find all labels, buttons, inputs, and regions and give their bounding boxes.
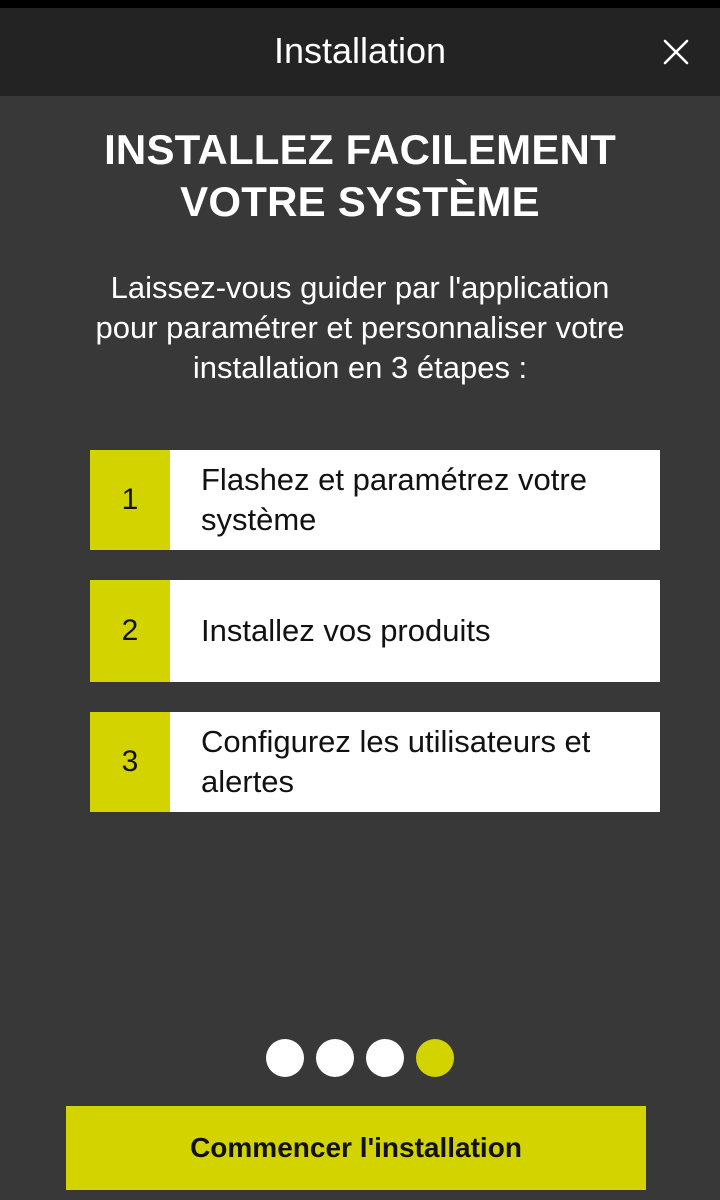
step-text [170, 712, 660, 812]
step-text-line-2: système [201, 502, 317, 537]
step-number-badge: 3 [90, 712, 170, 812]
intro-line-2: pour paramétrer et personnaliser votre [95, 310, 625, 345]
step-number-badge: 1 [90, 450, 170, 550]
step-text [170, 580, 660, 682]
step-number-badge: 2 [90, 580, 170, 682]
headline [40, 124, 680, 228]
page-title: Installation [273, 30, 447, 71]
page-dot[interactable] [266, 1039, 304, 1077]
close-icon[interactable] [656, 32, 696, 72]
headline-line-2: VOTRE SYSTÈME [180, 178, 540, 225]
page-dot[interactable] [366, 1039, 404, 1077]
step-card-2 [90, 580, 660, 682]
step-text [170, 450, 660, 550]
app-header [0, 8, 720, 96]
start-installation-button[interactable]: Commencer l'installation [66, 1106, 646, 1190]
step-text-line-2: alertes [201, 764, 295, 799]
intro-line-3: installation en 3 étapes : [192, 350, 528, 385]
step-text-line-1: Flashez et paramétrez votre [201, 462, 587, 497]
intro-text [50, 268, 670, 388]
headline-line-1: INSTALLEZ FACILEMENT [104, 126, 616, 173]
pagination-dots [266, 1039, 454, 1077]
step-card-3 [90, 712, 660, 812]
step-text-line-1: Installez vos produits [201, 613, 491, 648]
step-card-1 [90, 450, 660, 550]
page-dot[interactable] [316, 1039, 354, 1077]
status-strip [0, 0, 720, 8]
intro-line-1: Laissez-vous guider par l'application [110, 270, 610, 305]
page-dot-active[interactable] [416, 1039, 454, 1077]
step-text-line-1: Configurez les utilisateurs et [201, 724, 591, 759]
